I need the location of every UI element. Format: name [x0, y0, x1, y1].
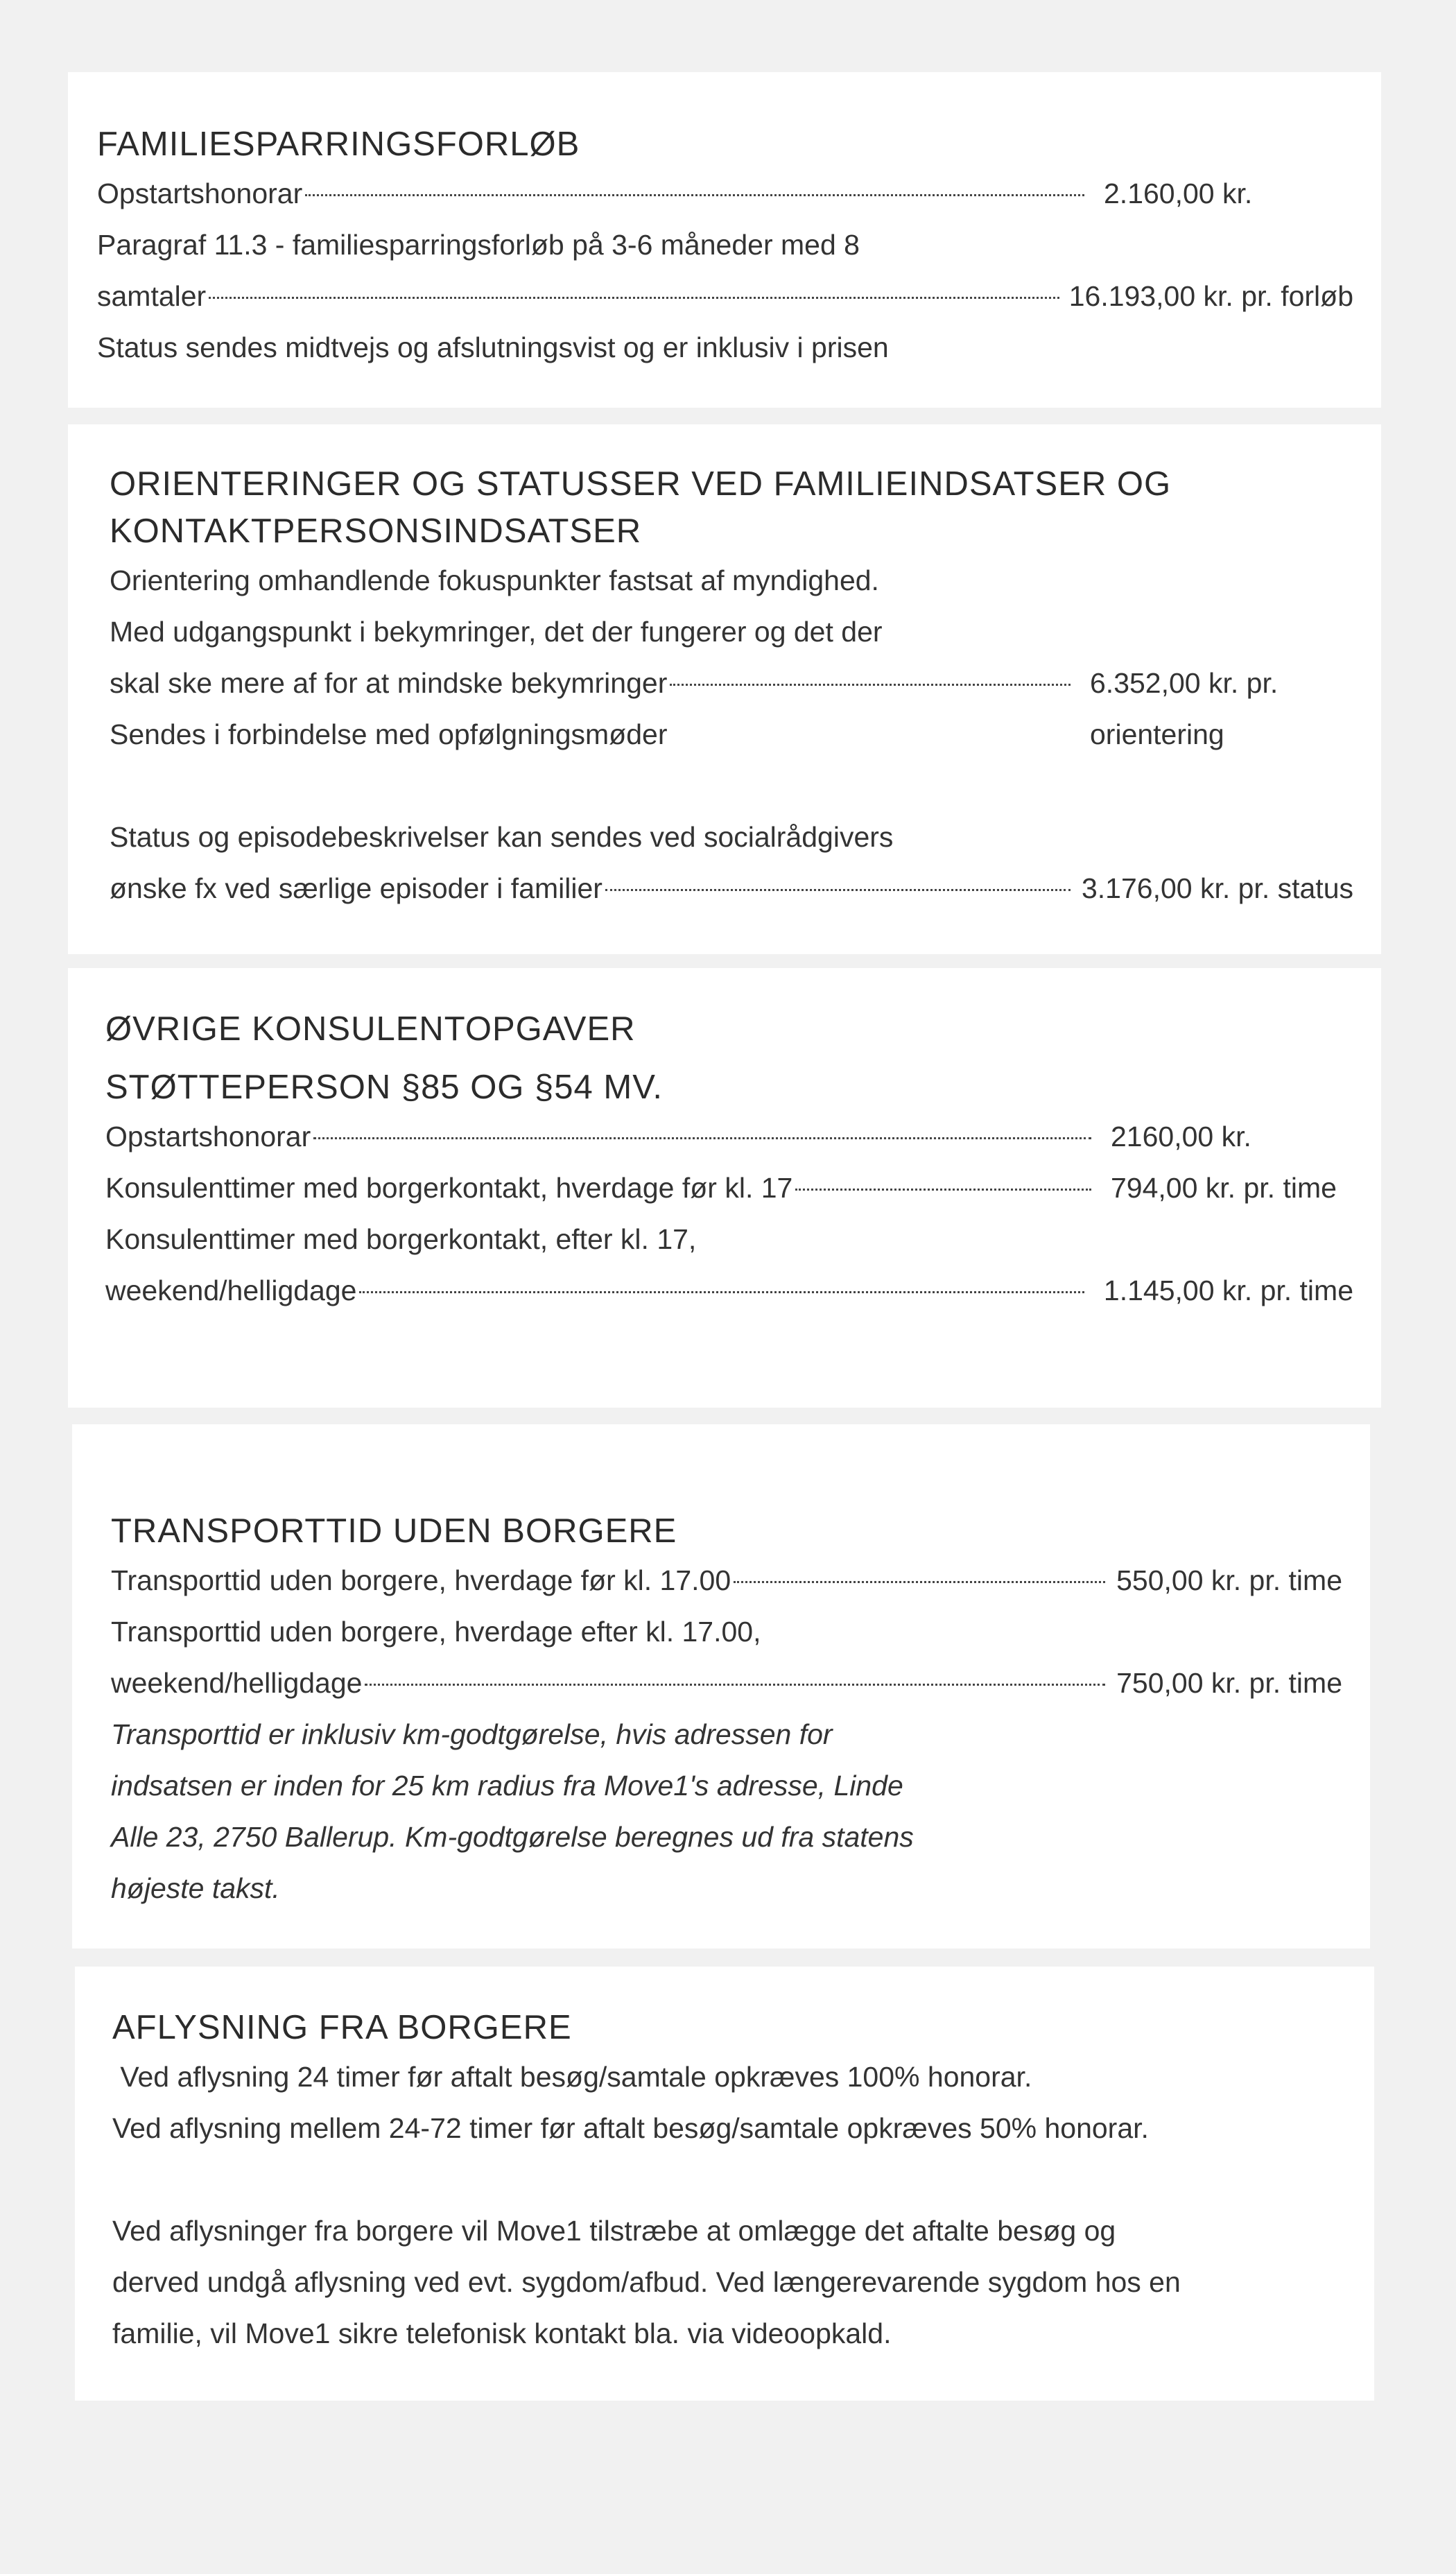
dot-leader	[359, 1291, 1084, 1293]
aflysning-line2: Ved aflysning mellem 24-72 timer før aftalt besøg/samtale opkræves 50% honorar.	[112, 2112, 1149, 2144]
transport-note-line4: højeste takst.	[111, 1872, 280, 1904]
oevrige-row2-label: Konsulenttimer med borgerkontakt, hverdage før kl. 17	[105, 1172, 793, 1204]
dot-leader	[365, 1684, 1105, 1686]
orienteringer-price1-line1: 6.352,00 kr. pr.	[1090, 667, 1279, 699]
dot-leader	[670, 684, 1071, 686]
transport-note-line2: indsatsen er inden for 25 km radius fra Move1's adresse, Linde	[111, 1770, 903, 1802]
orienteringer-row-status	[110, 863, 1353, 914]
transport-row2-line2: weekend/helligdage	[111, 1667, 363, 1699]
orienteringer-title-line1: ORIENTERINGER OG STATUSSER VED FAMILIEINDSATSER OG	[110, 465, 1172, 503]
orienteringer-title-line2: KONTAKTPERSONSINDSATSER	[110, 512, 642, 550]
orienteringer-line5: Status og episodebeskrivelser kan sendes ved socialrådgivers	[110, 821, 894, 853]
oevrige-row2-price: 794,00 kr. pr. time	[1111, 1172, 1337, 1204]
card-familiesparring	[68, 72, 1381, 408]
transport-row2-line1: Transporttid uden borgere, hverdage efter kl. 17.00,	[111, 1616, 761, 1648]
orienteringer-row-sendes	[110, 709, 1353, 760]
transport-title: TRANSPORTTID UDEN BORGERE	[111, 1512, 677, 1550]
oevrige-row3-line1: Konsulenttimer med borgerkontakt, efter kl. 17,	[105, 1223, 697, 1255]
aflysning-line1: Ved aflysning 24 timer før aftalt besøg/samtale opkræves 100% honorar.	[112, 2061, 1032, 2093]
orienteringer-price2: 3.176,00 kr. pr. status	[1081, 872, 1353, 904]
oevrige-row-weekend	[105, 1265, 1353, 1316]
oevrige-row3-line2: weekend/helligdage	[105, 1275, 357, 1306]
transport-row-weekend	[111, 1657, 1342, 1709]
transport-row2-price: 750,00 kr. pr. time	[1116, 1667, 1342, 1699]
orienteringer-line3: skal ske mere af for at mindske bekymringer	[110, 667, 668, 699]
oevrige-subtitle: STØTTEPERSON §85 OG §54 MV.	[105, 1069, 664, 1106]
aflysning-line4: derved undgå aflysning ved evt. sygdom/afbud. Ved længerevarende sygdom hos en	[112, 2266, 1181, 2298]
transport-row-hverdage	[111, 1555, 1342, 1606]
orienteringer-line2: Med udgangspunkt i bekymringer, det der fungerer og det der	[110, 616, 883, 648]
transport-row1-price: 550,00 kr. pr. time	[1116, 1564, 1342, 1596]
card-oevrige	[68, 968, 1381, 1408]
orienteringer-line1: Orientering omhandlende fokuspunkter fastsat af myndighed.	[110, 564, 879, 596]
dot-leader	[209, 297, 1059, 299]
aflysning-line3: Ved aflysninger fra borgere vil Move1 tilstræbe at omlægge det aftalte besøg og	[112, 2215, 1116, 2247]
oevrige-row1-price: 2160,00 kr.	[1111, 1121, 1251, 1152]
familie-row2-price: 16.193,00 kr. pr. forløb	[1068, 280, 1353, 312]
card-transport	[72, 1424, 1370, 1949]
orienteringer-line4: Sendes i forbindelse med opfølgningsmøder	[110, 718, 668, 750]
oevrige-row3-price: 1.145,00 kr. pr. time	[1103, 1275, 1353, 1306]
orienteringer-price1-line2: orientering	[1090, 718, 1224, 750]
dot-leader	[795, 1189, 1091, 1191]
oevrige-row1-label: Opstartshonorar	[105, 1121, 311, 1152]
familie-note: Status sendes midtvejs og afslutningsvist og er inklusiv i prisen	[97, 331, 889, 363]
dot-leader	[305, 194, 1084, 196]
dot-leader	[734, 1581, 1105, 1583]
familie-row-opstart	[97, 168, 1353, 219]
dot-leader	[313, 1137, 1091, 1139]
aflysning-line5: familie, vil Move1 sikre telefonisk kontakt bla. via videoopkald.	[112, 2317, 892, 2349]
familie-row1-price: 2.160,00 kr.	[1104, 178, 1253, 209]
transport-note-line1: Transporttid er inklusiv km-godtgørelse, hvis adressen for	[111, 1718, 833, 1750]
transport-note-line3: Alle 23, 2750 Ballerup. Km-godtgørelse beregnes ud fra statens	[111, 1821, 914, 1853]
familie-row-paragraf	[97, 270, 1353, 322]
familie-title: FAMILIESPARRINGSFORLØB	[97, 126, 580, 163]
aflysning-title: AFLYSNING FRA BORGERE	[112, 2009, 572, 2046]
orienteringer-row-orientering	[110, 657, 1353, 709]
familie-row2-line2: samtaler	[97, 280, 207, 312]
familie-row1-label: Opstartshonorar	[97, 178, 303, 209]
dot-leader	[605, 889, 1071, 891]
orienteringer-line6: ønske fx ved særlige episoder i familier	[110, 872, 603, 904]
transport-row1-label: Transporttid uden borgere, hverdage før kl. 17.00	[111, 1564, 731, 1596]
familie-row2-line1: Paragraf 11.3 - familiesparringsforløb på 3-6 måneder med 8	[97, 229, 860, 261]
oevrige-title: ØVRIGE KONSULENTOPGAVER	[105, 1010, 636, 1048]
card-aflysning	[75, 1967, 1374, 2401]
card-orienteringer	[68, 424, 1381, 954]
oevrige-row-opstart	[105, 1111, 1353, 1162]
oevrige-row-hverdage	[105, 1162, 1353, 1213]
